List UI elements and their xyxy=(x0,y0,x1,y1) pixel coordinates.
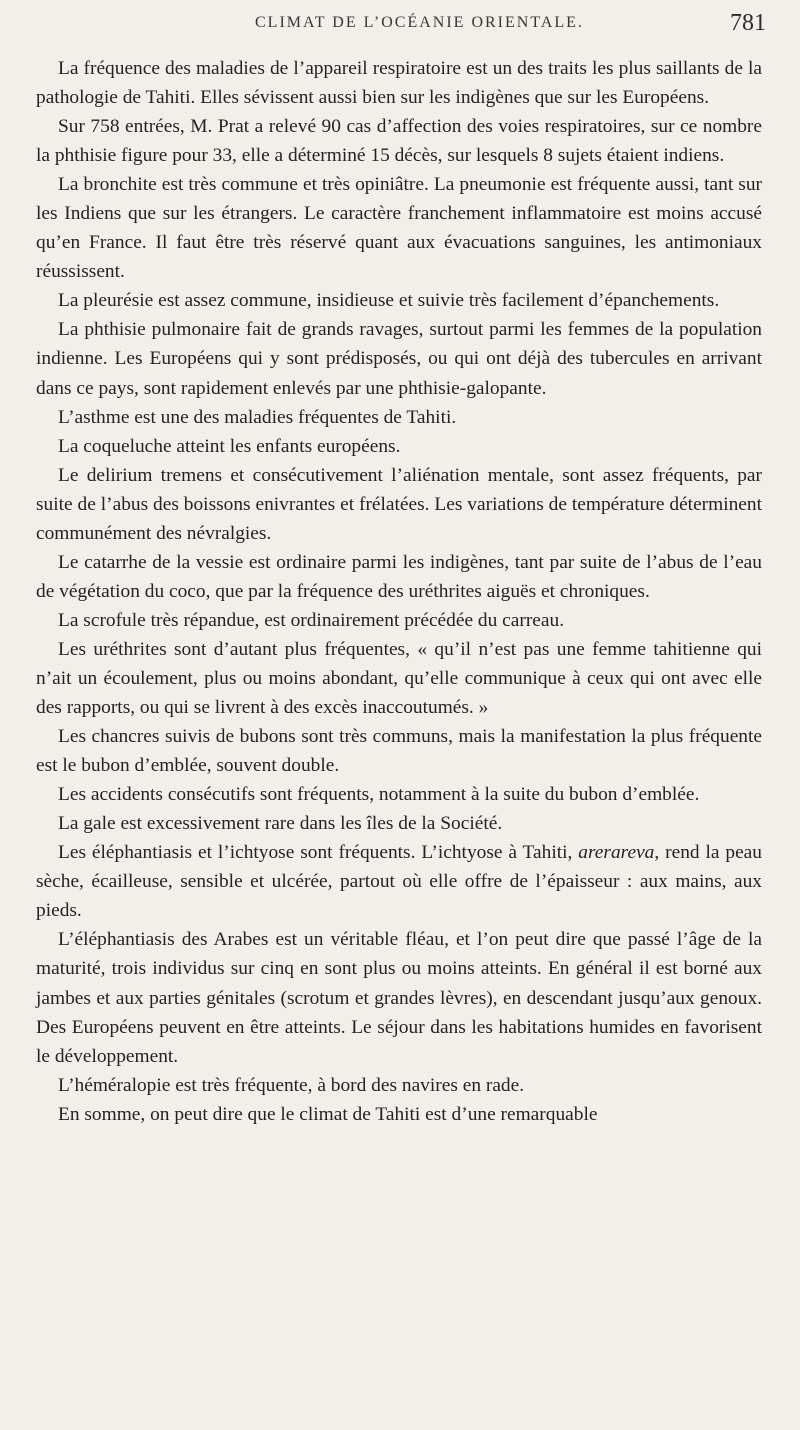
ichtyose-text-after: , rend la peau sèche, écailleuse, sensible et ulcérée, partout où elle offre de l’épaisseur : aux mains, aux pieds. xyxy=(36,842,762,922)
ichtyose-term: arerareva xyxy=(578,842,655,864)
paragraph-bronchitis: La bronchite est très commune et très opiniâtre. La pneumonie est fréquente aussi, tant sur les Indiens que sur les étrangers. Le caractère franchement inflammatoire est moins accusé qu’en France. Il faut être très réservé quant aux évacuations sanguines, les antimoniaux réussissent. xyxy=(36,174,762,283)
paragraph-whooping-cough: La coqueluche atteint les enfants européens. xyxy=(58,435,401,457)
paragraph-scrofula: La scrofule très répandue, est ordinairement précédée du carreau. xyxy=(58,609,565,631)
paragraph-phthisis: La phthisie pulmonaire fait de grands ravages, surtout parmi les femmes de la population indienne. Les Européens qui y sont prédisposés, ou qui ont déjà des tubercules en arrivant dans ce pays, sont rapidement enlevés par une phthisie-galopante. xyxy=(36,319,762,399)
paragraph-chancres: Les chancres suivis de bubons sont très communs, mais la manifestation la plus fréquente est le bubon d’emblée, souvent double. xyxy=(36,726,762,777)
paragraph-respiratory: La fréquence des maladies de l’appareil respiratoire est un des traits les plus saillants de la pathologie de Tahiti. Elles sévissent aussi bien sur les indigènes que sur les Européens. xyxy=(36,58,762,109)
paragraph-hemeralopia: L’héméralopie est très fréquente, à bord des navires en rade. xyxy=(58,1074,525,1096)
running-title: CLIMAT DE L’OCÉANIE ORIENTALE. xyxy=(255,14,584,31)
paragraph-accidents: Les accidents consécutifs sont fréquents, notamment à la suite du bubon d’emblée. xyxy=(58,784,700,806)
paragraph-delirium: Le delirium tremens et consécutivement l’aliénation mentale, sont assez fréquents, par suite de l’abus des boissons enivrantes et frélatées. Les variations de température déterminent communément des névralgies. xyxy=(36,464,762,544)
paragraph-statistics: Sur 758 entrées, M. Prat a relevé 90 cas d’affection des voies respiratoires, sur ce nombre la phthisie figure pour 33, elle a déterminé 15 décès, sur lesquels 8 sujets étaient indiens. xyxy=(36,116,762,167)
paragraph-asthma: L’asthme est une des maladies fréquentes de Tahiti. xyxy=(58,406,457,428)
paragraph-urethritis: Les uréthrites sont d’autant plus fréquentes, « qu’il n’est pas une femme tahitienne qui n’ait un écoulement, plus ou moins abondant, qu’elle communique à ceux qui ont avec elle des rapports, ou qui se livrent à des excès inaccoutumés. » xyxy=(36,638,762,719)
body-text xyxy=(36,54,762,1129)
page-number: 781 xyxy=(730,10,766,36)
paragraph-scabies: La gale est excessivement rare dans les îles de la Société. xyxy=(58,813,503,835)
paragraph-elephantiasis: L’éléphantiasis des Arabes est un véritable fléau, et l’on peut dire que passé l’âge de la maturité, trois individus sur cinq en sont plus ou moins atteints. En général il est borné aux jambes et aux parties génitales (scrotum et grandes lèvres), en descendant jusqu’aux genoux. Des Européens peuvent en être atteints. Le séjour dans les habitations humides en favorisent le développement. xyxy=(36,929,762,1067)
paragraph-bladder: Le catarrhe de la vessie est ordinaire parmi les indigènes, tant par suite de l’abus de l’eau de végétation du coco, que par la fréquence des uréthrites aiguës et chroniques. xyxy=(36,551,762,602)
paragraph-conclusion: En somme, on peut dire que le climat de Tahiti est d’une remarquable xyxy=(58,1103,598,1125)
paragraph-ichtyose xyxy=(36,838,762,925)
ichtyose-text-before: Les éléphantiasis et l’ichtyose sont fréquents. L’ichtyose à Tahiti, xyxy=(58,842,579,864)
paragraph-pleurisy: La pleurésie est assez commune, insidieuse et suivie très facilement d’épanchements. xyxy=(58,290,720,312)
